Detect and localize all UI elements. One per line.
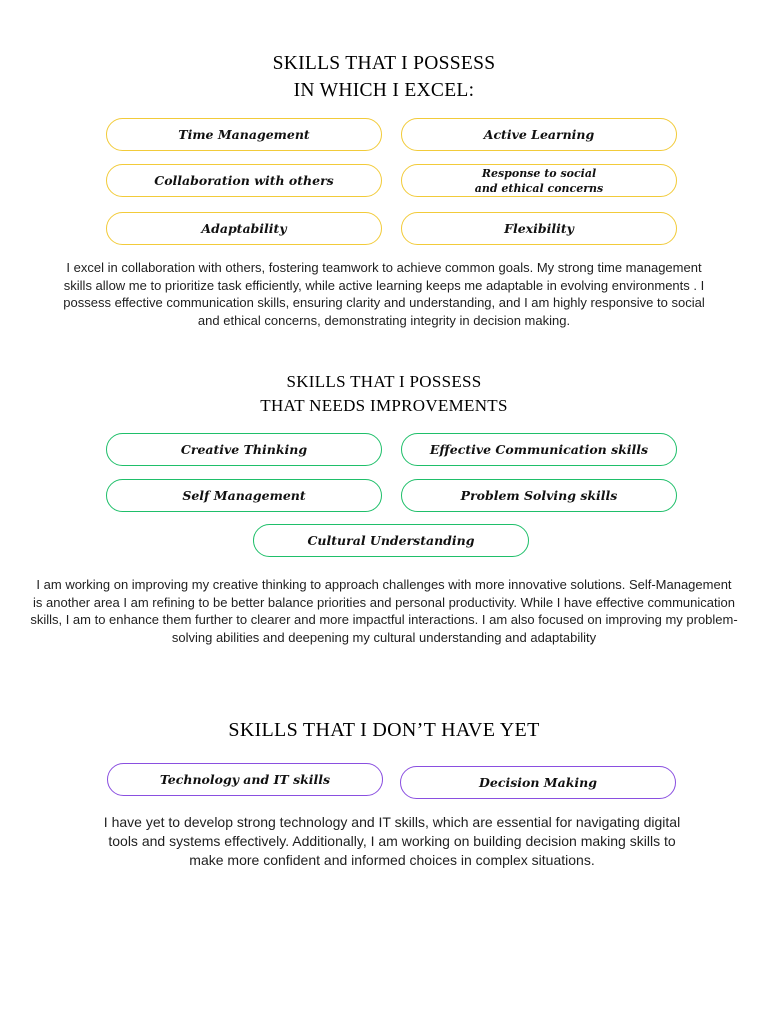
skill-pill-social-ethical-line1: Response to social — [481, 166, 597, 180]
section-improve-title — [0, 370, 768, 418]
section-improve-paragraph: I am working on improving my creative thinking to approach challenges with more innovative solutions. Self-Management is another area I am refining to be better balance priorities and personal productivity. While I have effective communication skills, I am to enhance them further to clearer and more impactful interactions. I am also focused on improving my problem-solving abilities and deepening my cultural understanding and adaptability — [30, 577, 738, 645]
skill-pill-effective-communication: Effective Communication skills — [401, 433, 677, 466]
section-improve-title-line1: SKILLS THAT I POSSESS — [286, 372, 482, 391]
section-missing-paragraph: I have yet to develop strong technology and IT skills, which are essential for navigating digital tools and systems effectively. Additionally, I am working on building decision making skills to make more confident and informed choices in complex situations. — [103, 814, 681, 868]
skill-pill-problem-solving: Problem Solving skills — [401, 479, 677, 512]
section-improve-title-line2: THAT NEEDS IMPROVEMENTS — [260, 396, 508, 415]
skill-pill-technology-it: Technology and IT skills — [107, 763, 383, 796]
skill-pill-adaptability: Adaptability — [106, 212, 382, 245]
section-excel-title — [0, 50, 768, 104]
skill-pill-active-learning: Active Learning — [401, 118, 677, 151]
skill-pill-collaboration: Collaboration with others — [106, 164, 382, 197]
skill-pill-creative-thinking: Creative Thinking — [106, 433, 382, 466]
skill-pill-social-ethical — [401, 164, 677, 197]
section-excel-title-line2: IN WHICH I EXCEL: — [293, 80, 475, 101]
section-excel-paragraph: I excel in collaboration with others, fostering teamwork to achieve common goals. My strong time management skills allow me to prioritize task efficiently, while active learning keeps me adaptable in evolving environments . I possess effective communication skills, ensuring clarity and understanding, and I am highly responsive to social and ethical concerns, demonstrating integrity in decision making. — [63, 260, 705, 328]
skill-pill-decision-making: Decision Making — [400, 766, 676, 799]
skill-pill-cultural-understanding: Cultural Understanding — [253, 524, 529, 557]
skill-pill-flexibility: Flexibility — [401, 212, 677, 245]
section-missing-title: SKILLS THAT I DON’T HAVE YET — [228, 719, 540, 741]
skill-pill-social-ethical-line2: and ethical concerns — [474, 181, 604, 195]
skill-pill-self-management: Self Management — [106, 479, 382, 512]
skill-pill-time-management: Time Management — [106, 118, 382, 151]
section-excel-title-line1: SKILLS THAT I POSSESS — [272, 53, 496, 74]
